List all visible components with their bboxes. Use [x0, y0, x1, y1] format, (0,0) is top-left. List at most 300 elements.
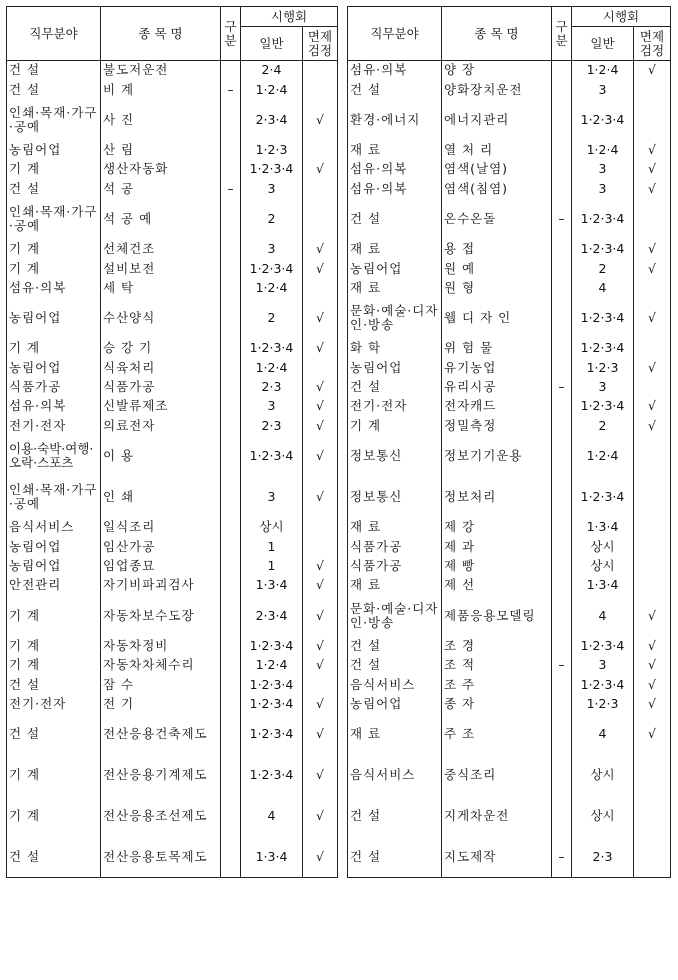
field-cell: 건 설 [348, 80, 442, 99]
table-row [348, 198, 671, 239]
field-cell: 건 설 [348, 656, 442, 675]
session-cell: 상시 [572, 537, 634, 556]
field-cell: 건 설 [7, 837, 101, 878]
name-cell: 자동차정비 [101, 636, 221, 655]
header-division: 구분 [221, 7, 241, 61]
division-cell [221, 339, 241, 358]
name-cell: 석 공 [101, 179, 221, 198]
name-cell: 정밀측정 [442, 416, 552, 435]
table-row [7, 198, 338, 239]
division-cell: – [552, 377, 572, 396]
division-cell [552, 796, 572, 837]
division-cell [552, 99, 572, 140]
division-cell [552, 80, 572, 99]
table-row [348, 397, 671, 416]
division-cell [221, 477, 241, 518]
name-cell: 지도제작 [442, 837, 552, 878]
session-cell: 상시 [572, 755, 634, 796]
table-row [7, 397, 338, 416]
field-cell: 화 학 [348, 339, 442, 358]
session-cell: 1·2·4 [572, 61, 634, 80]
name-cell: 신발류제조 [101, 397, 221, 416]
exempt-cell: √ [303, 477, 338, 518]
table-row [348, 518, 671, 537]
exempt-cell: √ [634, 675, 671, 694]
table-row [348, 675, 671, 694]
field-cell: 이용·숙박·여행·오락·스포츠 [7, 436, 101, 477]
name-cell: 비 계 [101, 80, 221, 99]
name-cell: 열 처 리 [442, 140, 552, 159]
session-cell: 3 [572, 179, 634, 198]
table-row [7, 377, 338, 396]
exempt-cell [303, 198, 338, 239]
field-cell: 농림어업 [7, 556, 101, 575]
name-cell: 유리시공 [442, 377, 552, 396]
name-cell: 위 험 물 [442, 339, 552, 358]
table-row [7, 179, 338, 198]
exempt-cell: √ [634, 179, 671, 198]
table-row [7, 755, 338, 796]
table-row [348, 358, 671, 377]
division-cell [221, 576, 241, 595]
exempt-cell: √ [303, 556, 338, 575]
field-cell: 기 계 [348, 416, 442, 435]
name-cell: 에너지관리 [442, 99, 552, 140]
field-cell: 전기·전자 [348, 397, 442, 416]
header-session-group: 시행회 [241, 7, 338, 27]
table-row [7, 576, 338, 595]
exempt-cell [634, 556, 671, 575]
field-cell: 기 계 [7, 636, 101, 655]
session-cell: 1·2·4 [572, 436, 634, 477]
field-cell: 문화·예술·디자인·방송 [348, 595, 442, 636]
session-cell: 2 [572, 416, 634, 435]
division-cell [552, 477, 572, 518]
table-row [348, 755, 671, 796]
exempt-cell [303, 80, 338, 99]
header-session-group: 시행회 [572, 7, 671, 27]
header-field: 직무분야 [348, 7, 442, 61]
exempt-cell [303, 537, 338, 556]
left-table [6, 6, 338, 878]
exempt-cell: √ [634, 259, 671, 278]
name-cell: 석 공 예 [101, 198, 221, 239]
session-cell: 3 [572, 160, 634, 179]
field-cell: 건 설 [7, 179, 101, 198]
field-cell: 섬유·의복 [348, 160, 442, 179]
session-cell: 4 [572, 278, 634, 297]
session-cell: 2·4 [241, 61, 303, 80]
name-cell: 정보처리 [442, 477, 552, 518]
field-cell: 기 계 [7, 595, 101, 636]
session-cell: 1·2·3·4 [241, 694, 303, 713]
exempt-cell [634, 537, 671, 556]
name-cell: 양 장 [442, 61, 552, 80]
name-cell: 수산양식 [101, 298, 221, 339]
field-cell: 농림어업 [7, 140, 101, 159]
table-row [7, 595, 338, 636]
table-row [348, 556, 671, 575]
division-cell [221, 796, 241, 837]
name-cell: 지게차운전 [442, 796, 552, 837]
division-cell [221, 278, 241, 297]
division-cell [221, 416, 241, 435]
session-cell: 상시 [572, 796, 634, 837]
name-cell: 원 형 [442, 278, 552, 297]
exempt-cell: √ [303, 636, 338, 655]
session-cell: 1·2·3·4 [572, 397, 634, 416]
division-cell [552, 358, 572, 377]
session-cell: 1·3·4 [241, 837, 303, 878]
name-cell: 자기비파괴검사 [101, 576, 221, 595]
exempt-cell [634, 80, 671, 99]
exempt-cell [634, 837, 671, 878]
field-cell: 기 계 [7, 656, 101, 675]
field-cell: 문화·예술·디자인·방송 [348, 298, 442, 339]
session-cell: 1·3·4 [572, 576, 634, 595]
exempt-cell [303, 675, 338, 694]
session-cell: 1·2·3·4 [241, 436, 303, 477]
table-row [7, 339, 338, 358]
division-cell [221, 298, 241, 339]
division-cell [221, 436, 241, 477]
session-cell: 2·3 [572, 837, 634, 878]
session-cell: 1·2·4 [241, 656, 303, 675]
name-cell: 전자캐드 [442, 397, 552, 416]
left-body [7, 61, 338, 878]
session-cell: 1·2·3·4 [241, 755, 303, 796]
table-row [348, 160, 671, 179]
name-cell: 중식조리 [442, 755, 552, 796]
exempt-cell [634, 339, 671, 358]
field-cell: 건 설 [7, 80, 101, 99]
exempt-cell: √ [634, 694, 671, 713]
exempt-cell [634, 755, 671, 796]
session-cell: 1·2·3·4 [572, 239, 634, 258]
right-body [348, 61, 671, 878]
session-cell: 3 [572, 656, 634, 675]
session-cell: 3 [241, 239, 303, 258]
name-cell: 의료전자 [101, 416, 221, 435]
field-cell: 농림어업 [348, 358, 442, 377]
session-cell: 1·3·4 [241, 576, 303, 595]
table-row [348, 796, 671, 837]
field-cell: 농림어업 [348, 694, 442, 713]
session-cell: 1·2·3·4 [241, 675, 303, 694]
division-cell [221, 99, 241, 140]
division-cell [552, 259, 572, 278]
session-cell: 2 [241, 298, 303, 339]
division-cell [221, 837, 241, 878]
table-row [348, 595, 671, 636]
division-cell [552, 518, 572, 537]
field-cell: 식품가공 [348, 556, 442, 575]
session-cell: 3 [241, 477, 303, 518]
name-cell: 인 쇄 [101, 477, 221, 518]
table-row [7, 796, 338, 837]
right-table [347, 6, 671, 878]
exempt-cell: √ [303, 259, 338, 278]
field-cell: 건 설 [348, 377, 442, 396]
table-row [348, 99, 671, 140]
table-row [348, 714, 671, 755]
division-cell [552, 239, 572, 258]
exempt-cell: √ [303, 377, 338, 396]
exempt-cell [303, 140, 338, 159]
division-cell [221, 556, 241, 575]
table-row [348, 436, 671, 477]
header-exempt: 면제검정 [634, 27, 671, 61]
exempt-cell [303, 278, 338, 297]
session-cell: 1·2·3·4 [241, 636, 303, 655]
table-row [7, 656, 338, 675]
field-cell: 농림어업 [7, 298, 101, 339]
division-cell [221, 140, 241, 159]
table-row [7, 636, 338, 655]
division-cell: – [552, 198, 572, 239]
division-cell [221, 377, 241, 396]
session-cell: 1·2·4 [241, 358, 303, 377]
table-row [7, 80, 338, 99]
name-cell: 염색(날염) [442, 160, 552, 179]
division-cell [221, 675, 241, 694]
exempt-cell [634, 278, 671, 297]
division-cell: – [552, 837, 572, 878]
field-cell: 섬유·의복 [7, 397, 101, 416]
session-cell: 3 [572, 80, 634, 99]
division-cell [221, 755, 241, 796]
division-cell [221, 198, 241, 239]
table-row [348, 278, 671, 297]
table-row [348, 259, 671, 278]
exempt-cell: √ [634, 298, 671, 339]
header-general: 일반 [572, 27, 634, 61]
division-cell: – [552, 656, 572, 675]
session-cell: 4 [572, 595, 634, 636]
table-row [7, 436, 338, 477]
name-cell: 제 강 [442, 518, 552, 537]
exempt-cell: √ [303, 755, 338, 796]
field-cell: 기 계 [7, 796, 101, 837]
division-cell [552, 160, 572, 179]
name-cell: 생산자동화 [101, 160, 221, 179]
field-cell: 재 료 [348, 140, 442, 159]
division-cell [221, 694, 241, 713]
name-cell: 양화장치운전 [442, 80, 552, 99]
table-row [348, 377, 671, 396]
field-cell: 식품가공 [7, 377, 101, 396]
exempt-cell [634, 99, 671, 140]
division-cell [221, 259, 241, 278]
session-cell: 상시 [572, 556, 634, 575]
name-cell: 식품가공 [101, 377, 221, 396]
field-cell: 건 설 [7, 61, 101, 80]
field-cell: 재 료 [348, 239, 442, 258]
field-cell: 기 계 [7, 160, 101, 179]
name-cell: 잠 수 [101, 675, 221, 694]
name-cell: 종 자 [442, 694, 552, 713]
name-cell: 온수온돌 [442, 198, 552, 239]
name-cell: 산 림 [101, 140, 221, 159]
division-cell [221, 397, 241, 416]
header-division: 구분 [552, 7, 572, 61]
exempt-cell: √ [634, 358, 671, 377]
name-cell: 전산응용토목제도 [101, 837, 221, 878]
division-cell [221, 595, 241, 636]
exempt-cell [634, 796, 671, 837]
name-cell: 웹 디 자 인 [442, 298, 552, 339]
table-row [348, 694, 671, 713]
name-cell: 승 강 기 [101, 339, 221, 358]
field-cell: 건 설 [7, 714, 101, 755]
table-row [7, 675, 338, 694]
division-cell [221, 656, 241, 675]
field-cell: 기 계 [7, 239, 101, 258]
session-cell: 1·2·3·4 [241, 160, 303, 179]
exempt-cell: √ [634, 656, 671, 675]
session-cell: 1·2·3·4 [572, 99, 634, 140]
name-cell: 제 과 [442, 537, 552, 556]
field-cell: 전기·전자 [7, 416, 101, 435]
table-row [7, 160, 338, 179]
session-cell: 1·2·3·4 [572, 636, 634, 655]
division-cell [552, 694, 572, 713]
field-cell: 정보통신 [348, 477, 442, 518]
table-row [348, 298, 671, 339]
name-cell: 전 기 [101, 694, 221, 713]
field-cell: 재 료 [348, 714, 442, 755]
name-cell: 조 경 [442, 636, 552, 655]
division-cell [221, 636, 241, 655]
exempt-cell [634, 436, 671, 477]
exempt-cell: √ [634, 595, 671, 636]
division-cell [552, 61, 572, 80]
field-cell: 섬유·의복 [7, 278, 101, 297]
exempt-cell: √ [634, 160, 671, 179]
session-cell: 1·2·3·4 [241, 339, 303, 358]
division-cell [552, 537, 572, 556]
exempt-cell [634, 576, 671, 595]
field-cell: 섬유·의복 [348, 61, 442, 80]
header-field: 직무분야 [7, 7, 101, 61]
division-cell [221, 160, 241, 179]
table-row [7, 99, 338, 140]
table-row [7, 537, 338, 556]
session-cell: 2·3 [241, 416, 303, 435]
exempt-cell: √ [634, 140, 671, 159]
table-row [7, 278, 338, 297]
field-cell: 건 설 [348, 198, 442, 239]
name-cell: 조 주 [442, 675, 552, 694]
exempt-cell [303, 61, 338, 80]
table-row [348, 239, 671, 258]
division-cell [552, 436, 572, 477]
division-cell [221, 518, 241, 537]
session-cell: 3 [572, 377, 634, 396]
header-exempt: 면제검정 [303, 27, 338, 61]
table-row [7, 358, 338, 377]
exempt-cell: √ [634, 416, 671, 435]
table-row [348, 339, 671, 358]
division-cell [552, 397, 572, 416]
field-cell: 인쇄·목재·가구·공예 [7, 477, 101, 518]
session-cell: 1·2·3 [572, 694, 634, 713]
table-row [348, 140, 671, 159]
table-row [7, 239, 338, 258]
table-row [7, 61, 338, 80]
field-cell: 전기·전자 [7, 694, 101, 713]
table-row [7, 518, 338, 537]
exempt-cell: √ [303, 298, 338, 339]
exempt-cell [634, 518, 671, 537]
table-row [7, 837, 338, 878]
exempt-cell: √ [303, 837, 338, 878]
session-cell: 2 [572, 259, 634, 278]
session-cell: 1·3·4 [572, 518, 634, 537]
name-cell: 용 접 [442, 239, 552, 258]
session-cell: 1·2·3·4 [572, 675, 634, 694]
exempt-cell: √ [634, 636, 671, 655]
exempt-cell [303, 518, 338, 537]
table-row [7, 140, 338, 159]
session-cell: 1·2·3 [241, 140, 303, 159]
exempt-cell: √ [634, 397, 671, 416]
session-cell: 1·2·3·4 [572, 198, 634, 239]
session-cell: 4 [572, 714, 634, 755]
division-cell [552, 556, 572, 575]
division-cell [552, 278, 572, 297]
table-row [348, 537, 671, 556]
exempt-cell: √ [303, 694, 338, 713]
field-cell: 음식서비스 [348, 675, 442, 694]
field-cell: 농림어업 [7, 537, 101, 556]
field-cell: 환경·에너지 [348, 99, 442, 140]
division-cell [552, 298, 572, 339]
name-cell: 불도저운전 [101, 61, 221, 80]
field-cell: 재 료 [348, 278, 442, 297]
name-cell: 전산응용조선제도 [101, 796, 221, 837]
table-row [7, 714, 338, 755]
exempt-cell [303, 179, 338, 198]
table-row [348, 656, 671, 675]
name-cell: 설비보전 [101, 259, 221, 278]
name-cell: 염색(침염) [442, 179, 552, 198]
session-cell: 1 [241, 556, 303, 575]
session-cell: 2·3·4 [241, 99, 303, 140]
division-cell [552, 339, 572, 358]
exempt-cell [634, 477, 671, 518]
exempt-cell: √ [303, 436, 338, 477]
name-cell: 일식조리 [101, 518, 221, 537]
name-cell: 전산응용기계제도 [101, 755, 221, 796]
table-row [348, 636, 671, 655]
session-cell: 상시 [241, 518, 303, 537]
exempt-cell: √ [303, 595, 338, 636]
name-cell: 제 빵 [442, 556, 552, 575]
field-cell: 기 계 [7, 339, 101, 358]
exempt-cell: √ [303, 239, 338, 258]
division-cell [552, 755, 572, 796]
field-cell: 섬유·의복 [348, 179, 442, 198]
name-cell: 조 적 [442, 656, 552, 675]
name-cell: 제 선 [442, 576, 552, 595]
name-cell: 자동차보수도장 [101, 595, 221, 636]
table-row [7, 694, 338, 713]
exempt-cell: √ [303, 397, 338, 416]
name-cell: 유기농업 [442, 358, 552, 377]
table-row [7, 298, 338, 339]
field-cell: 건 설 [348, 796, 442, 837]
